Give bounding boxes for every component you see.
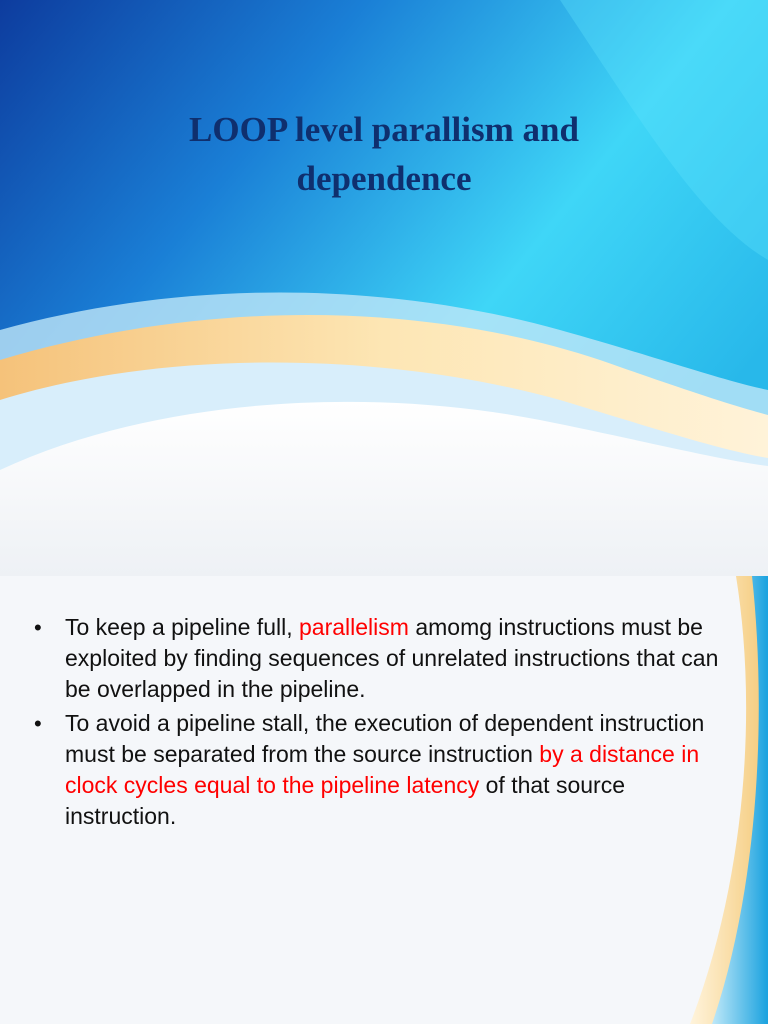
slide-title-line-2: dependence xyxy=(296,159,472,198)
bullet-item xyxy=(34,612,734,705)
bullet-list xyxy=(34,612,734,835)
bullet-text-end: amomg instructions must be exploited by finding sequences of unrelated instructions that can be overlapped in the pipeline. xyxy=(65,614,719,702)
bullet-text-end: of that source instruction. xyxy=(65,772,625,829)
bullet-text-start: To keep a pipeline full, xyxy=(65,614,299,640)
bullet-item xyxy=(34,708,734,832)
bullet-text-start: To avoid a pipeline stall, the execution of dependent instruction must be separated from the source instruction xyxy=(65,710,705,767)
slide-title-line-1: LOOP level parallism and xyxy=(189,110,579,149)
content-slide xyxy=(0,576,768,1024)
bullet-icon: • xyxy=(34,615,42,640)
highlighted-text: by a distance in clock cycles equal to the pipeline latency xyxy=(65,741,700,798)
bullet-icon: • xyxy=(34,711,42,736)
slide-title xyxy=(0,105,768,203)
highlighted-text: parallelism xyxy=(299,614,409,640)
